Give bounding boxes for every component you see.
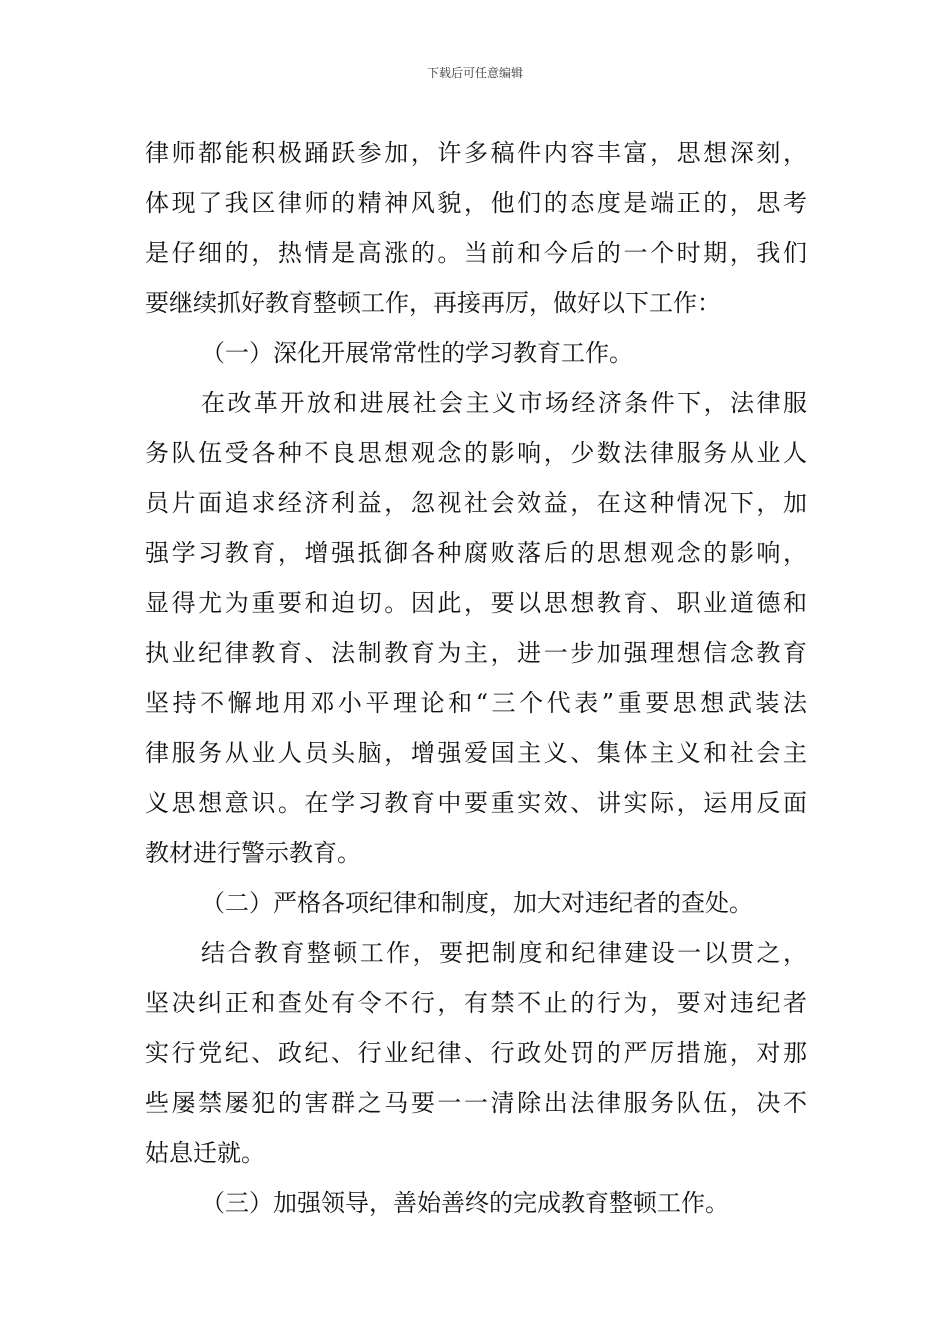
text-line: 是仔细的，热情是高涨的。当前和今后的一个时期，我们: [145, 239, 807, 267]
text-line: 姑息迁就。: [145, 1139, 265, 1167]
text-line: 实行党纪、政纪、行业纪律、行政处罚的严厉措施，对那: [145, 1039, 807, 1067]
section-heading-2: （二）严格各项纪律和制度，加大对违纪者的查处。: [201, 889, 753, 917]
text-line: 结合教育整顿工作，要把制度和纪律建设一以贯之，: [201, 939, 807, 967]
text-line: 义思想意识。在学习教育中要重实效、讲实际，运用反面: [145, 789, 807, 817]
text-line: 在改革开放和进展社会主义市场经济条件下，法律服: [201, 389, 807, 417]
text-line: 务队伍受各种不良思想观念的影响，少数法律服务从业人: [145, 439, 807, 467]
text-line: 律服务从业人员头脑，增强爱国主义、集体主义和社会主: [145, 739, 807, 767]
text-line: 些屡禁屡犯的害群之马要一一清除出法律服务队伍，决不: [145, 1089, 807, 1117]
document-body: [145, 128, 807, 1228]
text-line: 教材进行警示教育。: [145, 839, 361, 867]
section-heading-3: （三）加强领导，善始善终的完成教育整顿工作。: [201, 1189, 729, 1217]
text-line: 坚持不懈地用邓小平理论和“三个代表”重要思想武装法: [145, 689, 807, 717]
text-line: 员片面追求经济利益，忽视社会效益，在这种情况下，加: [145, 489, 807, 517]
section-heading-1: （一）深化开展常常性的学习教育工作。: [201, 339, 633, 367]
text-line: 强学习教育，增强抵御各种腐败落后的思想观念的影响，: [145, 539, 807, 567]
text-line: 显得尤为重要和迫切。因此，要以思想教育、职业道德和: [145, 589, 807, 617]
text-line: 体现了我区律师的精神风貌，他们的态度是端正的，思考: [145, 189, 807, 217]
text-line: 执业纪律教育、法制教育为主，进一步加强理想信念教育: [145, 639, 807, 667]
text-line: 要继续抓好教育整顿工作，再接再厉，做好以下工作：: [145, 289, 721, 317]
text-line: 律师都能积极踊跃参加，许多稿件内容丰富，思想深刻，: [145, 139, 807, 167]
page-header: 下载后可任意编辑: [426, 66, 523, 80]
text-line: 坚决纠正和查处有令不行，有禁不止的行为，要对违纪者: [145, 989, 807, 1017]
